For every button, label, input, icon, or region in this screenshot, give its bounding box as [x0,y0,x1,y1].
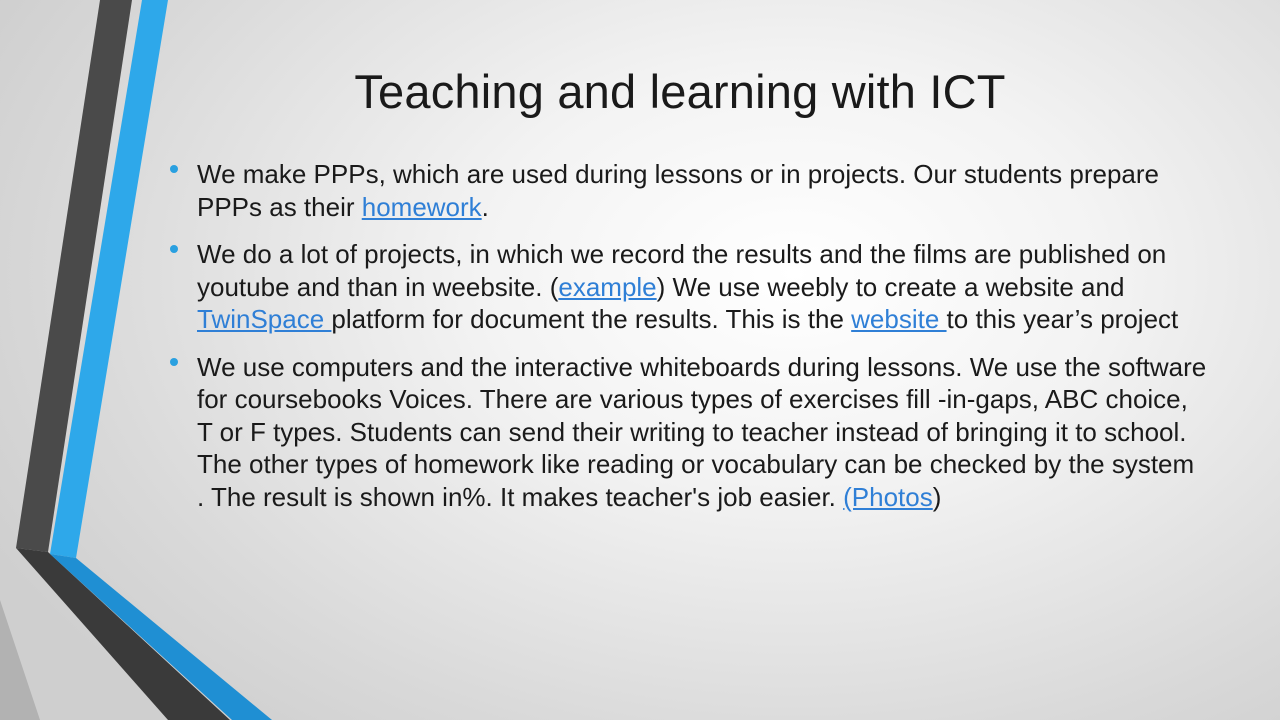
bullet-list [168,158,1208,528]
bullet-item-projects [168,238,1208,336]
bullet-icon [170,358,178,366]
bullet-text: . [481,191,489,222]
example-link[interactable]: example [558,271,657,302]
homework-link[interactable]: homework [361,191,482,222]
bullet-item-ppps [168,158,1208,223]
website-link[interactable]: website [851,304,947,334]
bullet-item-computers [168,351,1208,514]
bullet-icon [170,165,178,173]
bullet-icon [170,245,178,253]
twinspace-link[interactable]: TwinSpace [197,304,332,334]
bullet-text: ) [932,481,942,512]
slide-title: Teaching and learning with ICT [354,65,1006,118]
bullet-text: We make PPPs, which are used during lessons or in projects. Our students prepare PPPs as their [197,159,1159,222]
bullet-text: We use computers and the interactive whiteboards during lessons. We use the software for coursebooks Voices. There are various types of exercises fill -in-gaps, ABC choice, T or F types. Students can send their writing to teacher instead of bringing it to school. The other types of homework like reading or vocabulary can be checked by the system . The result is shown in%. It makes teacher's job easier. [197,351,1207,512]
photos-link[interactable]: (Photos [843,481,933,512]
bullet-text: platform for document the results. This is the [331,304,852,334]
bullet-text: ) We use weebly to create a website and [656,271,1125,302]
bullet-text: to this year’s project [946,304,1179,334]
bullet-text: We do a lot of projects, in which we record the results and the films are published on youtube and than in weebsite. ( [197,239,1167,302]
